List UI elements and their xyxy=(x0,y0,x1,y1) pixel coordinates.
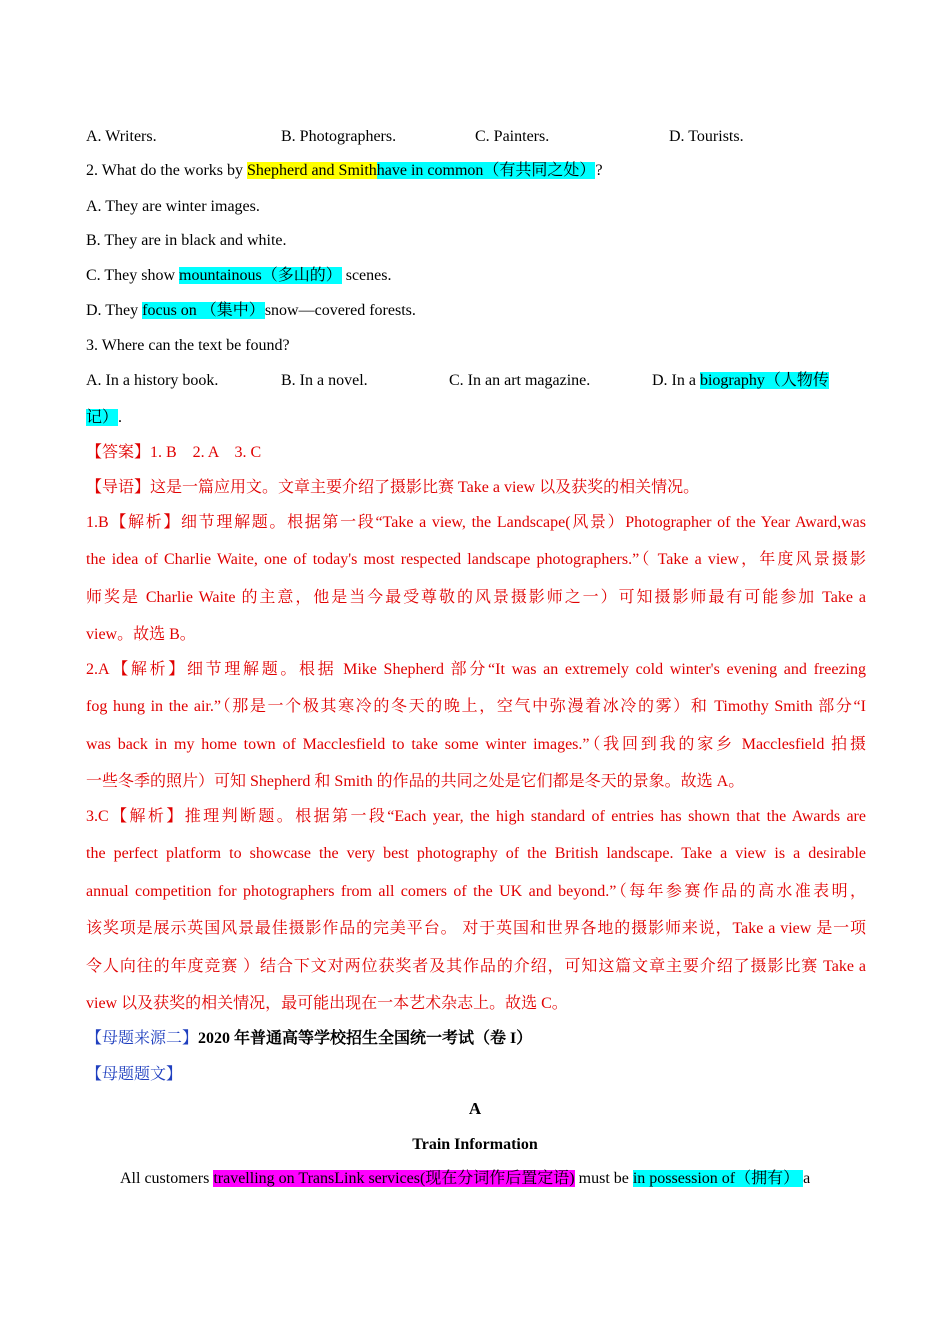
analysis-2-line: was back in my home town of Macclesfield to take some winter images.”（我回到我的家乡 Macclesfield 拍摄 xyxy=(86,736,866,753)
analysis-1-line: 1.B【解析】细节理解题。根据第一段“Take a view, the Landscape(风景）Photographer of the Year Award,was xyxy=(86,514,866,531)
analysis-2-line: 一些冬季的照片）可知 Shepherd 和 Smith 的作品的共同之处是它们都是冬天的景象。故选 A。 xyxy=(86,773,745,790)
source-text: 2020 年普通高等学校招生全国统一考试（卷 I） xyxy=(198,1030,533,1047)
analysis-1-line: view。故选 B。 xyxy=(86,626,196,643)
q2-option-d-suffix: snow—covered forests. xyxy=(264,302,416,319)
source-heading xyxy=(86,1028,866,1050)
analysis-3-line: 该奖项是展示英国风景最佳摄影作品的完美平台。 对于英国和世界各地的摄影师来说，Take a view 是一项 xyxy=(86,920,866,937)
answer-key: 【答案】1. B 2. A 3. C xyxy=(86,444,262,461)
analysis-3-line: 令人向往的年度竞赛 ）结合下文对两位获奖者及其作品的介绍，可知这篇文章主要介绍了摄影比赛 Take a xyxy=(86,958,866,975)
q2-option-c-highlight: mountainous（多山的） xyxy=(179,267,342,284)
q2-option-c xyxy=(86,265,866,287)
body-suffix: a xyxy=(803,1170,811,1187)
source-text-label: 【母题题文】 xyxy=(86,1066,183,1083)
q3-option-d-suffix: . xyxy=(118,409,123,426)
q3-option-c: C. In an art magazine. xyxy=(449,372,591,389)
question-2 xyxy=(86,160,866,182)
q1-option-d: D. Tourists. xyxy=(669,128,744,145)
analysis-1-line: the idea of Charlie Waite, one of today's most respected landscape photographers.”（ Take a view，年度风景摄影 xyxy=(86,551,866,568)
analysis-2-line: fog hung in the air.”（那是一个极其寒冷的冬天的晚上，空气中弥漫着冰冷的雾）和 Timothy Smith 部分“I xyxy=(86,698,866,715)
source-label: 【母题来源二】 xyxy=(86,1030,199,1047)
question-2-prefix: 2. What do the works by xyxy=(86,162,248,179)
intro-note: 【导语】这是一篇应用文。文章主要介绍了摄影比赛 Take a view 以及获奖的相关情况。 xyxy=(86,479,700,496)
analysis-3-line: the perfect platform to showcase the very best photography of the British landscape. Take a view is a desirable xyxy=(86,845,866,862)
q2-option-c-prefix: C. They show xyxy=(86,267,180,284)
article-title: Train Information xyxy=(412,1136,538,1153)
q2-option-d-highlight: focus on （集中） xyxy=(142,302,265,319)
q3-option-a: A. In a history book. xyxy=(86,372,219,389)
q3-option-d-highlight-continued: 记） xyxy=(86,409,119,426)
question-2-suffix: ? xyxy=(595,162,603,179)
q1-option-b: B. Photographers. xyxy=(281,128,397,145)
section-title: A xyxy=(468,1099,482,1118)
q2-option-c-suffix: scenes. xyxy=(341,267,392,284)
q2-option-d xyxy=(86,300,866,322)
analysis-3-line: view 以及获奖的相关情况，最可能出现在一本艺术杂志上。故选 C。 xyxy=(86,995,568,1012)
q2-option-a: A. They are winter images. xyxy=(86,198,260,215)
body-highlight-cyan: in possession of（拥有） xyxy=(632,1170,804,1187)
body-prefix: All customers xyxy=(120,1170,214,1187)
q2-option-b: B. They are in black and white. xyxy=(86,232,287,249)
analysis-1-line: 师奖是 Charlie Waite 的主意，他是当今最受尊敬的风景摄影师之一）可知摄影师最有可能参加 Take a xyxy=(86,589,866,606)
q3-option-b: B. In a novel. xyxy=(281,372,368,389)
question-2-highlight-phrase: have in common（有共同之处） xyxy=(376,162,596,179)
q3-option-d xyxy=(652,370,829,392)
body-mid: must be xyxy=(574,1170,633,1187)
q3-option-d-continued xyxy=(86,407,866,429)
analysis-3-line: annual competition for photographers from all comers of the UK and beyond.”（每年参赛作品的高水准表明， xyxy=(86,883,866,900)
body-highlight-magenta: travelling on TransLink services(现在分词作后置定语) xyxy=(213,1170,575,1187)
q1-option-c: C. Painters. xyxy=(475,128,550,145)
q3-option-d-prefix: D. In a xyxy=(652,372,700,389)
analysis-2-line: 2.A【解析】细节理解题。根据 Mike Shepherd 部分“It was an extremely cold winter's evening and freezing xyxy=(86,661,866,678)
question-3: 3. Where can the text be found? xyxy=(86,337,290,354)
article-body-line xyxy=(120,1168,860,1190)
q1-option-a: A. Writers. xyxy=(86,128,157,145)
q3-option-d-highlight: biography（人物传 xyxy=(699,372,829,389)
question-2-highlight-names: Shepherd and Smith xyxy=(247,162,377,179)
q2-option-d-prefix: D. They xyxy=(86,302,143,319)
analysis-3-line: 3.C【解析】推理判断题。根据第一段“Each year, the high standard of entries has shown that the Awards are xyxy=(86,808,866,825)
